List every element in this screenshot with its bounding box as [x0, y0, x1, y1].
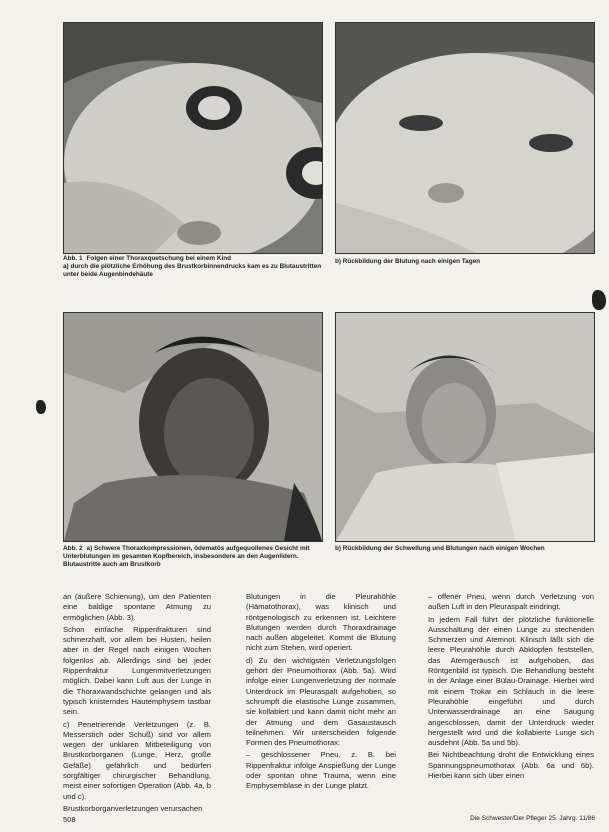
figure-2b-photo: [335, 312, 595, 542]
figure-1-number: Abb. 1: [63, 255, 83, 262]
page-number: 508: [63, 815, 76, 824]
col1-paragraph: c) Penetrierende Verletzungen (z. B. Messerstich oder Schuß) sind vor allem wegen der unklaren Mitbeteiligung von Brustkorborganen (Lunge, Herz, große Gefäße) gefährlich und bedürfen sorgfältiger chirurgischer Behandlung, meist einer sofortigen Operation (Abb. 4a, b und c).: [63, 719, 211, 801]
col3-paragraph: In jedem Fall führt der plötzliche funktionelle Ausschaltung der einen Lunge zu stechenden Schmerzen und Atemnot. Klinisch läßt sich die leere Pleurahöhle durch Abklopfen feststellen, das Atemgeräusch ist aufgehoben, das Röntgenbild ist typisch. Die Behandlung besteht in der Anlage einer Bülau-Drainage. Hierbei wird mit einem Trokar ein Schlauch in die leere Pleurahöhle eingeführt und durch Unterwasserdrainage an eine Saugung angeschlossen, damit der Unterdruck wieder hergestellt wird und die kollabierte Lunge sich ausdehnt (Abb. 5a und 5b).: [428, 614, 594, 748]
figure-1a-caption: [63, 255, 328, 279]
col3-paragraph: Bei Nichtbeachtung droht die Entwicklung eines Spannungspneumothorax (Abb. 6a und 6b). Hierbei kann sich über einen: [428, 750, 594, 781]
col3-paragraph: – offener Pneu, wenn durch Verletzung von außen Luft in den Pleuraspalt eindringt.: [428, 592, 594, 612]
figure-2b-caption-text: b) Rückbildung der Schwellung und Blutungen nach einigen Wochen: [335, 545, 545, 552]
figure-2a-caption: [63, 545, 328, 569]
figure-2a-caption-text: a) Schwere Thoraxkompressionen, ödematös aufgequollenes Gesicht mit Unterblutungen im gesamten Kopfbereich, insbesondere an den Augenlidern. Blutaustritte auch am Brustkorb: [63, 545, 310, 568]
ink-smudge-left: [36, 400, 46, 414]
figure-1b-caption-text: b) Rückbildung der Blutung nach einigen Tagen: [335, 258, 481, 265]
col2-paragraph: d) Zu den wichtigsten Verletzungsfolgen gehört der Pneumothorax (Abb. 5a). Wird infolge einer Lungenverletzung der normale Unterdruck im Pleuraspalt aufgehoben, so schrumpft die elastische Lunge zusammen, sie kollabiert und kann damit nicht mehr an der Atmung und dem Gasaustausch teilnehmen. Wir unterscheiden folgende Formen des Pneumothorax:: [246, 655, 396, 748]
figure-2a-photo: [63, 312, 323, 542]
text-column-1: [63, 592, 211, 816]
figure-2b-image: [336, 313, 594, 541]
figure-1-title: Folgen einer Thoraxquetschung bei einem Kind: [86, 255, 232, 262]
col1-paragraph: Brustkorborganverletzungen verursachen: [63, 803, 203, 813]
text-column-2: [246, 592, 396, 794]
figure-2b-caption: [335, 545, 603, 553]
col1-paragraph: Schon einfache Rippenfrakturen sind schmerzhaft, vor allem bei Husten, heilen aber in der Regel nach einigen Wochen folgenlos ab. Allerdings sind bei jeder Rippenfraktur Lungenmitverletzungen möglich. Dabei kann Luft aus der Lunge in die Thoraxwandschichte gelangen und als typisch knisterndes Hautemphysem tastbar sein.: [63, 624, 211, 717]
figure-1a-photo: [63, 22, 323, 254]
col2-paragraph: Blutungen in die Pleurahöhle (Hämatothorax), was klinisch und röntgenologisch zu erkennen ist. Leichtere Blutungen werden durch Thoraxdrainage nach außen abgeleitet. Kommt die Blutung nicht zum Stehen, wird operiert.: [246, 592, 396, 653]
figure-1b-image: [336, 23, 594, 253]
col1-paragraph: an (äußere Schienung), um den Patienten eine baldige spontane Atmung zu ermöglichen (Abb. 3).: [63, 592, 211, 622]
figure-2a-image: [64, 313, 322, 541]
text-column-3: [428, 592, 594, 783]
journal-footer: Die Schwester/Der Pfleger 25. Jahrg. 11/86: [470, 815, 595, 822]
figure-1b-caption: [335, 258, 595, 266]
figure-1b-photo: [335, 22, 595, 254]
col2-paragraph: – geschlossener Pneu, z. B. bei Rippenfraktur infolge Anspießung der Lunge oder spontan ohne Trauma, wenn eine Emphysemblase in der Lunge platzt.: [246, 750, 396, 791]
figure-1a-image: [64, 23, 322, 253]
ink-smudge-top: [592, 290, 606, 310]
figure-1a-caption-text: a) durch die plötzliche Erhöhung des Brustkorbinnendrucks kam es zu Blutaustritten unter beide Augenbindehäute: [63, 263, 322, 278]
figure-2-number: Abb. 2: [63, 545, 83, 552]
